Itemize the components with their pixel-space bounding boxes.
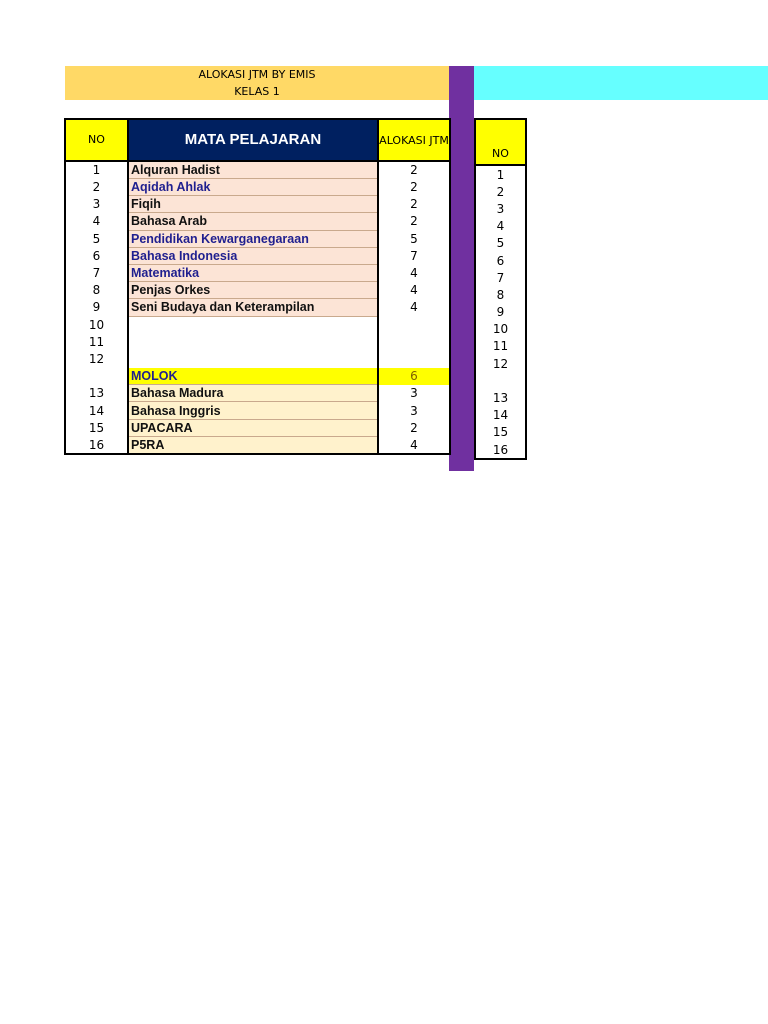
cell-jtm[interactable]: 2 xyxy=(410,180,418,195)
cell-subject[interactable]: Aqidah Ahlak xyxy=(128,179,378,196)
table-row xyxy=(65,419,450,436)
cell-no[interactable]: 9 xyxy=(92,300,101,315)
cell-jtm[interactable]: 2 xyxy=(410,214,418,229)
right-row xyxy=(475,304,526,321)
cell-jtm[interactable]: 4 xyxy=(410,437,418,452)
cell-no[interactable]: 8 xyxy=(92,283,101,298)
right-row xyxy=(475,252,526,269)
cell-subject[interactable] xyxy=(128,333,378,350)
cell-subject[interactable]: Bahasa Arab xyxy=(128,213,378,230)
table-row xyxy=(65,161,450,179)
cell-subject[interactable]: Pendidikan Kewarganegaraan xyxy=(128,230,378,247)
right-row xyxy=(475,183,526,200)
table-row xyxy=(65,316,450,333)
right-row xyxy=(475,407,526,424)
cell-no[interactable]: 14 xyxy=(88,403,105,418)
cell-subject[interactable]: Matematika xyxy=(128,264,378,281)
right-row xyxy=(475,165,526,183)
title-line-1: ALOKASI JTM BY EMIS xyxy=(198,68,316,81)
sheet-title xyxy=(65,66,449,100)
cell-no[interactable]: 10 xyxy=(88,317,105,332)
cell-jtm[interactable] xyxy=(378,350,450,367)
cell-no[interactable]: 12 xyxy=(88,351,105,366)
right-cell-no[interactable]: 8 xyxy=(496,287,505,302)
table-row xyxy=(65,196,450,213)
right-header-row xyxy=(475,119,526,165)
cell-subject[interactable]: P5RA xyxy=(128,436,378,454)
purple-column-bar xyxy=(449,66,474,471)
right-row xyxy=(475,269,526,286)
table-row xyxy=(65,179,450,196)
right-row xyxy=(475,424,526,441)
right-row xyxy=(475,235,526,252)
cell-no[interactable]: 16 xyxy=(88,437,105,452)
right-cell-no[interactable] xyxy=(475,372,526,389)
header-no[interactable]: NO xyxy=(65,119,128,161)
cell-jtm[interactable]: 6 xyxy=(378,368,450,385)
cell-jtm[interactable]: 3 xyxy=(410,403,418,418)
cell-subject[interactable]: MOLOK xyxy=(128,368,378,385)
cell-subject[interactable]: UPACARA xyxy=(128,419,378,436)
cell-jtm[interactable] xyxy=(378,333,450,350)
right-row xyxy=(475,355,526,372)
right-cell-no[interactable]: 7 xyxy=(496,270,505,285)
right-number-table xyxy=(474,118,527,460)
cell-no[interactable]: 2 xyxy=(92,180,101,195)
cell-subject[interactable]: Bahasa Inggris xyxy=(128,402,378,419)
cell-no[interactable]: 4 xyxy=(92,214,101,229)
table-row xyxy=(65,282,450,299)
table-row xyxy=(65,333,450,350)
table-row xyxy=(65,247,450,264)
right-row xyxy=(475,218,526,235)
cell-subject[interactable]: Bahasa Madura xyxy=(128,385,378,402)
cyan-header-band xyxy=(474,66,768,100)
cell-jtm[interactable]: 2 xyxy=(410,420,418,435)
right-cell-no[interactable]: 16 xyxy=(492,442,509,457)
right-cell-no[interactable]: 9 xyxy=(496,305,505,320)
cell-no[interactable]: 6 xyxy=(92,248,101,263)
table-row xyxy=(65,350,450,367)
table-row xyxy=(65,385,450,402)
right-row xyxy=(475,389,526,406)
right-cell-no[interactable]: 11 xyxy=(492,339,509,354)
title-line-2: KELAS 1 xyxy=(234,85,280,98)
right-row xyxy=(475,372,526,389)
cell-subject[interactable] xyxy=(128,316,378,333)
cell-subject[interactable]: Bahasa Indonesia xyxy=(128,247,378,264)
right-cell-no[interactable]: 2 xyxy=(496,184,505,199)
cell-no[interactable]: 11 xyxy=(88,334,105,349)
header-subject[interactable]: MATA PELAJARAN xyxy=(128,119,378,161)
right-cell-no[interactable]: 13 xyxy=(492,391,509,406)
table-row xyxy=(65,213,450,230)
table-header-row xyxy=(65,119,450,161)
right-row xyxy=(475,338,526,355)
cell-jtm[interactable] xyxy=(378,316,450,333)
right-cell-no[interactable]: 5 xyxy=(496,236,505,251)
right-header-no[interactable]: NO xyxy=(475,119,526,165)
right-cell-no[interactable]: 6 xyxy=(496,253,505,268)
right-cell-no[interactable]: 3 xyxy=(496,201,505,216)
table-row xyxy=(65,299,450,316)
table-row xyxy=(65,230,450,247)
right-cell-no[interactable]: 12 xyxy=(492,356,509,371)
cell-jtm[interactable]: 2 xyxy=(410,163,418,178)
table-row xyxy=(65,436,450,454)
cell-no[interactable] xyxy=(65,368,128,385)
cell-jtm[interactable]: 4 xyxy=(410,300,418,315)
right-row xyxy=(475,441,526,459)
cell-subject[interactable]: Penjas Orkes xyxy=(128,282,378,299)
right-cell-no[interactable]: 14 xyxy=(492,408,509,423)
table-row xyxy=(65,264,450,281)
cell-no[interactable]: 3 xyxy=(92,197,101,212)
cell-jtm[interactable]: 4 xyxy=(410,283,418,298)
cell-jtm[interactable]: 5 xyxy=(410,231,418,246)
table-row-molok xyxy=(65,368,450,385)
right-row xyxy=(475,286,526,303)
right-cell-no[interactable]: 10 xyxy=(492,322,509,337)
cell-subject[interactable]: Seni Budaya dan Keterampilan xyxy=(128,299,378,316)
right-cell-no[interactable]: 1 xyxy=(496,167,505,182)
table-row xyxy=(65,402,450,419)
cell-subject[interactable]: Fiqih xyxy=(128,196,378,213)
header-alloc[interactable]: ALOKASI JTM xyxy=(378,119,450,161)
cell-subject[interactable]: Alquran Hadist xyxy=(128,161,378,179)
cell-no[interactable]: 1 xyxy=(92,163,101,178)
cell-no[interactable]: 13 xyxy=(88,386,105,401)
allocation-table xyxy=(64,118,451,455)
cell-subject[interactable] xyxy=(128,350,378,367)
cell-no[interactable]: 5 xyxy=(92,231,101,246)
cell-jtm[interactable]: 4 xyxy=(410,266,418,281)
right-row xyxy=(475,200,526,217)
right-cell-no[interactable]: 15 xyxy=(492,425,509,440)
cell-jtm[interactable]: 7 xyxy=(410,248,418,263)
right-row xyxy=(475,321,526,338)
cell-no[interactable]: 7 xyxy=(92,266,101,281)
cell-jtm[interactable]: 3 xyxy=(410,386,418,401)
cell-jtm[interactable]: 2 xyxy=(410,197,418,212)
cell-no[interactable]: 15 xyxy=(88,420,105,435)
right-cell-no[interactable]: 4 xyxy=(496,219,505,234)
